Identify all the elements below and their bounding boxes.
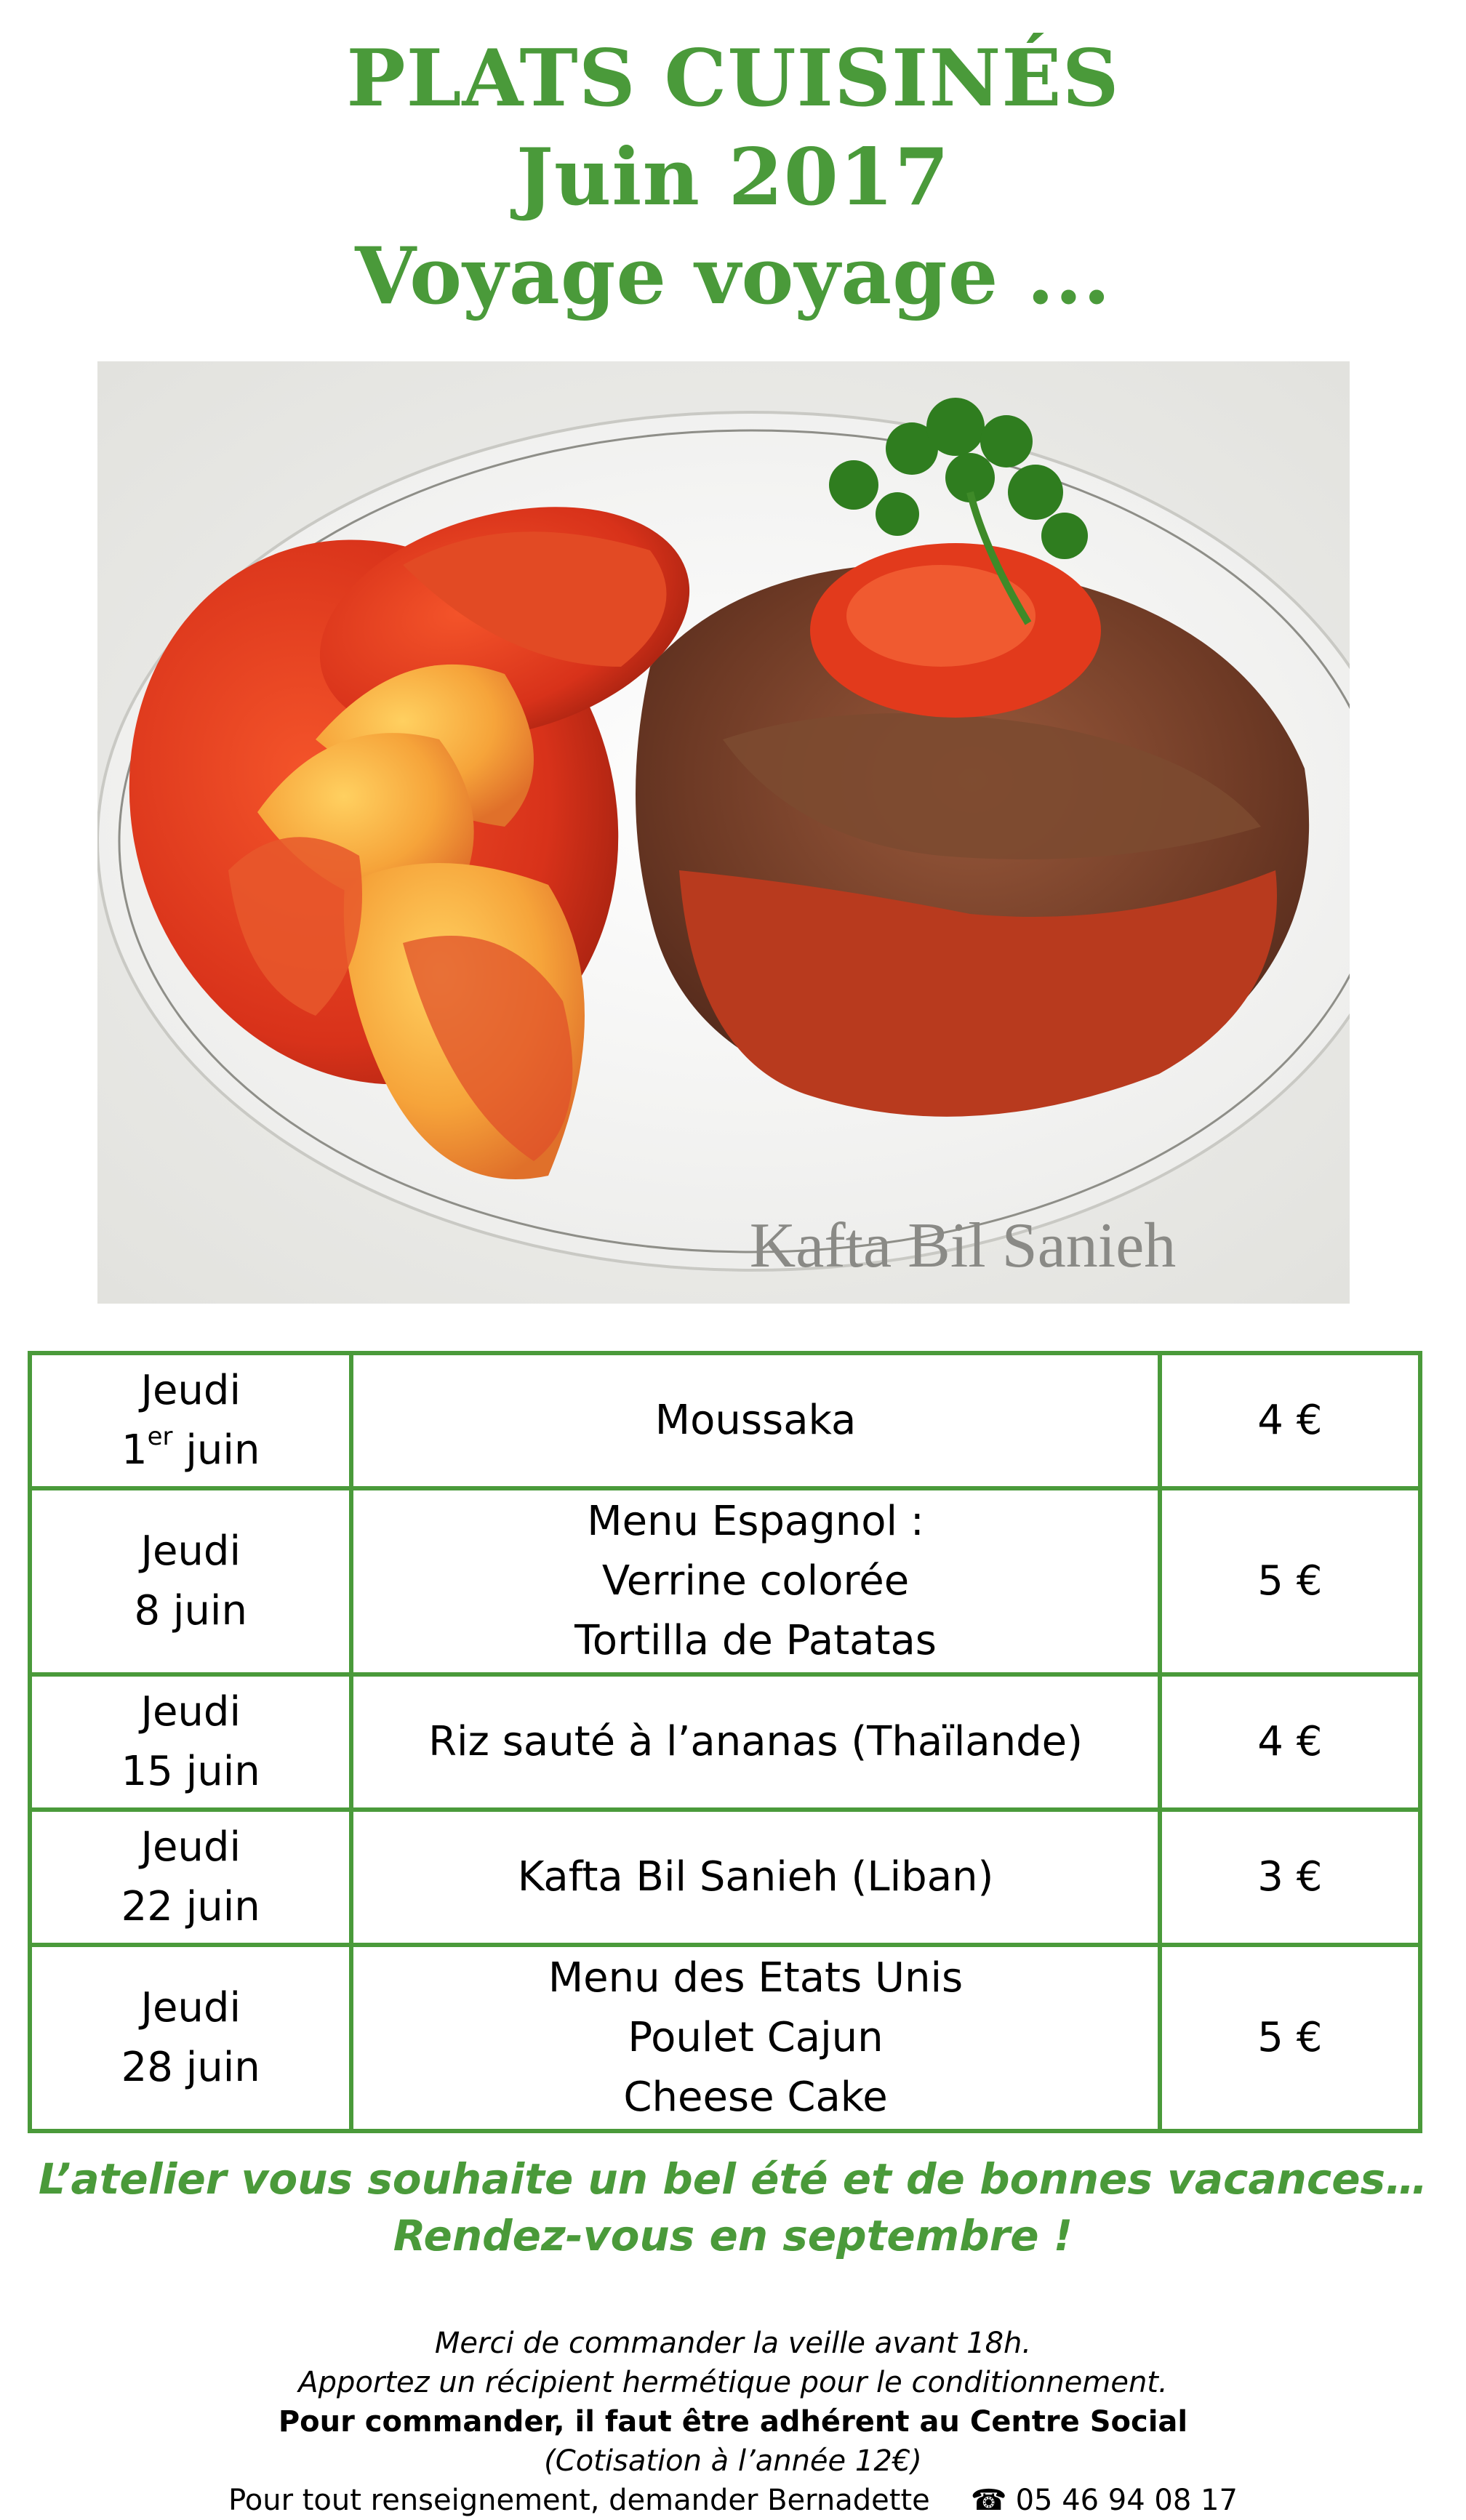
menu-table bbox=[28, 1351, 1422, 2133]
dish-photo bbox=[97, 361, 1350, 1304]
closing-message bbox=[0, 2151, 1466, 2264]
closing-wishes: L’atelier vous souhaite un bel été et de bonnes vacances… bbox=[38, 2154, 1428, 2204]
dish-cell bbox=[351, 1488, 1159, 1674]
table-row bbox=[30, 1810, 1420, 1945]
price-cell: 5 € bbox=[1160, 1945, 1420, 2131]
price-cell: 4 € bbox=[1160, 1353, 1420, 1488]
dish-cell bbox=[351, 1945, 1159, 2131]
dish-label: Verrine colorée bbox=[601, 1557, 910, 1605]
date-cell bbox=[30, 1810, 351, 1945]
dish-label: Menu Espagnol : bbox=[587, 1498, 924, 1545]
closing-rendezvous: Rendez-vous en septembre ! bbox=[393, 2211, 1073, 2260]
dish-label: Riz sauté à l’ananas (Thaïlande) bbox=[428, 1718, 1083, 1765]
table-row bbox=[30, 1674, 1420, 1810]
title-month: Juin 2017 bbox=[516, 132, 950, 223]
table-row bbox=[30, 1488, 1420, 1674]
photo-caption: Kafta Bil Sanieh bbox=[749, 1211, 1177, 1281]
container-note: Apportez un récipient hermétique pour le conditionnement. bbox=[298, 2366, 1168, 2399]
dish-label: Moussaka bbox=[654, 1397, 857, 1444]
price-cell: 3 € bbox=[1160, 1810, 1420, 1945]
dish-label: Poulet Cajun bbox=[628, 2014, 884, 2061]
price-cell: 4 € bbox=[1160, 1674, 1420, 1810]
contact-text: Pour tout renseignement, demander Bernadette bbox=[228, 2484, 930, 2517]
telephone-icon: ☎ bbox=[970, 2484, 1007, 2517]
dish-label: Kafta Bil Sanieh (Liban) bbox=[517, 1853, 994, 1901]
title-plats-cuisines: PLATS CUISINÉS bbox=[346, 33, 1120, 124]
title-block bbox=[0, 29, 1466, 326]
date-label: 1er juin bbox=[121, 1422, 260, 1474]
day-label: Jeudi bbox=[140, 1823, 241, 1871]
membership-fee: (Cotisation à l’année 12€) bbox=[544, 2444, 922, 2478]
contact-line bbox=[0, 2481, 1466, 2520]
membership-note: Pour commander, il faut être adhérent au Centre Social bbox=[278, 2405, 1188, 2439]
date-label: 28 juin bbox=[121, 2044, 260, 2091]
dish-cell bbox=[351, 1353, 1159, 1488]
date-cell bbox=[30, 1674, 351, 1810]
day-label: Jeudi bbox=[140, 1528, 241, 1575]
date-cell bbox=[30, 1353, 351, 1488]
day-label: Jeudi bbox=[140, 1367, 241, 1414]
dish-cell bbox=[351, 1810, 1159, 1945]
dish-label: Tortilla de Patatas bbox=[574, 1617, 937, 1664]
date-label: 8 juin bbox=[134, 1587, 247, 1634]
day-label: Jeudi bbox=[140, 1688, 241, 1735]
dish-label: Cheese Cake bbox=[623, 2074, 888, 2121]
date-label: 22 juin bbox=[121, 1883, 260, 1930]
day-label: Jeudi bbox=[140, 1984, 241, 2031]
table-row bbox=[30, 1353, 1420, 1488]
phone-number: 05 46 94 08 17 bbox=[1015, 2484, 1238, 2517]
dish-cell bbox=[351, 1674, 1159, 1810]
date-cell bbox=[30, 1945, 351, 2131]
date-cell bbox=[30, 1488, 351, 1674]
table-row bbox=[30, 1945, 1420, 2131]
date-label: 15 juin bbox=[121, 1748, 260, 1795]
dish-label: Menu des Etats Unis bbox=[548, 1954, 964, 2002]
title-theme: Voyage voyage ... bbox=[355, 230, 1111, 322]
order-notes bbox=[0, 2324, 1466, 2520]
order-deadline: Merci de commander la veille avant 18h. bbox=[434, 2327, 1032, 2360]
price-cell: 5 € bbox=[1160, 1488, 1420, 1674]
